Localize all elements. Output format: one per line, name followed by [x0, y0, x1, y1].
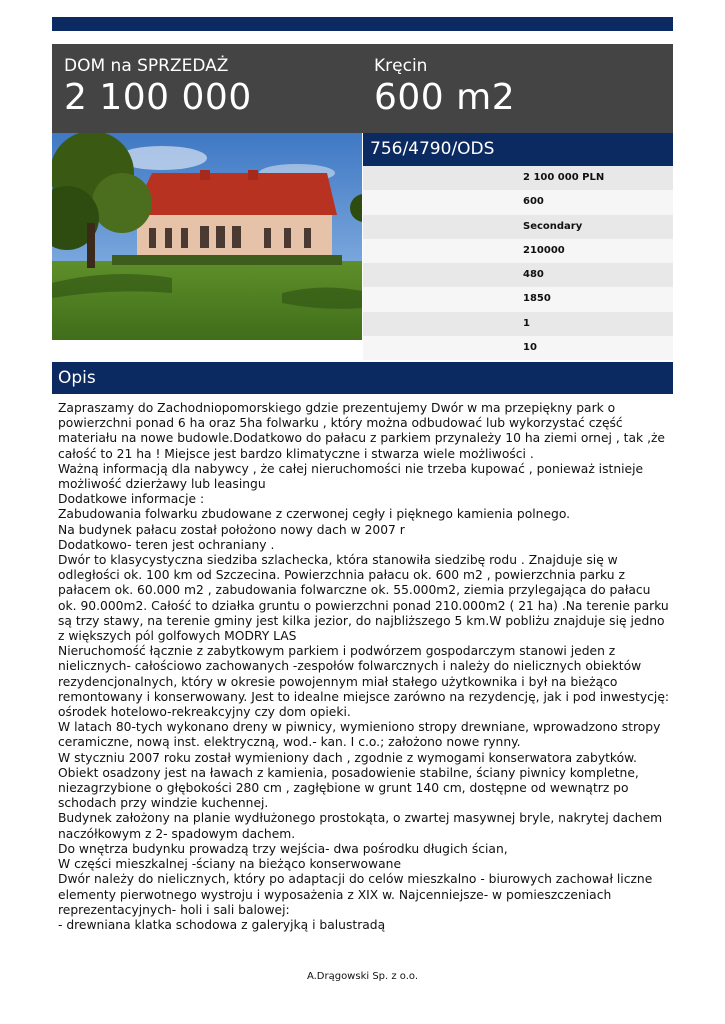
- section-title: Opis: [52, 362, 673, 394]
- reference-number: 756/4790/ODS: [363, 133, 673, 166]
- description-paragraph: Budynek założony na planie wydłużonego prostokąta, o zwartej masywnej bryle, nakrytej dachem naczółkowym z 2- spadowym dachem.: [58, 811, 663, 841]
- spec-year-built: 1850: [363, 287, 673, 311]
- description-paragraph: Dodatkowo- teren jest ochraniany .: [58, 537, 275, 552]
- description-paragraph: Ważną informacją dla nabywcy , że całej nieruchomości nie trzeba kupować , ponieważ istnieje możliwość dzierżawy lub leasingu: [58, 461, 644, 492]
- footer-company: A.Drągowski Sp. z o.o.: [306, 971, 419, 982]
- property-photo: [52, 133, 362, 340]
- manor-house-image: [52, 133, 362, 340]
- description-paragraph: Dodatkowe informacje :: [58, 492, 205, 507]
- spec-price: 2 100 000 PLN: [363, 166, 673, 190]
- listing-location: Kręcin: [374, 56, 428, 76]
- listing-area: 600 m2: [374, 77, 516, 118]
- description-paragraph: Nieruchomość łącznie z zabytkowym parkiem i podwórzem gospodarczym stanowi jeden z nielicznych- całościowo zachowanych -zespołów folwarcznych i należy do nielicznych obiektów rezydencjonalnych, który w okresie powojennym miał stałego użytkownika i był na bieżąco remontowany i konserwowany. Jest to idealne miejsce zarówno na rezydencję, jak i pod inwestycję: ośrodek hotelowo-rekreakcyjny czy dom opieki.: [58, 644, 670, 720]
- description-paragraph: Dwór to klasycystyczna siedziba szlachecka, która stanowiła siedzibę rodu . Znajduje się w odległości ok. 100 km od Szczecina. Powierzchnia pałacu ok. 600 m2 , powierzchnia parku z pałacem ok. 60.000 m2 , zabudowania folwarczne ok. 55.000m2, ziemia przylegająca do pałacu ok. 90.000m2. Całość to działka gruntu o powierzchni ponad 210.000m2 ( 21 ha) .Na terenie parku są trzy stawy, na terenie gminy jest kilka jezior, do najbliższego 5 km.W pobliżu znajduje się jedno z większych pól golfowych MODRY LAS: [58, 553, 669, 644]
- description-paragraph: Na budynek pałacu został położono nowy dach w 2007 r: [58, 522, 405, 537]
- spec-plot-area: 210000: [363, 239, 673, 263]
- description-paragraph: Do wnętrza budynku prowadzą trzy wejścia- dwa pośrodku długich ścian,: [58, 841, 508, 856]
- description: [58, 401, 670, 933]
- spec-value-5: 480: [363, 263, 673, 287]
- header-right: [374, 56, 515, 120]
- spec-rooms: 10: [363, 336, 673, 360]
- specs-table: [363, 166, 673, 360]
- description-paragraph: W styczniu 2007 roku został wymieniony dach , zgodnie z wymogami konserwatora zabytków. Obiekt osadzony jest na ławach z kamienia, posadowienie stabilne, ściany piwnicy kompletne, niezagrzybione o głębokości 280 cm , zagłębione w grunt 140 cm, dostępne od wewnątrz po schodach przy windzie kuchennej.: [58, 750, 639, 811]
- listing-header: [52, 44, 673, 133]
- description-paragraph: Dwór należy do nielicznych, który po adaptacji do celów mieszkalno - biurowych zachował liczne elementy pierwotnego wystroju i wyposażenia z XIX w. Najcenniejsze- w pomieszczeniach reprezentacyjnych- holi i sali balowej:: [58, 872, 653, 917]
- description-paragraph: W latach 80-tych wykonano dreny w piwnicy, wymieniono stropy drewniane, wprowadzono stropy ceramiczne, nową inst. elektryczną, wod.- kan. I c.o.; założono nowe rynny.: [58, 720, 661, 750]
- listing-type: DOM na SPRZEDAŻ: [64, 56, 229, 76]
- description-paragraph: Zapraszamy do Zachodniopomorskiego gdzie prezentujemy Dwór w ma przepiękny park o powierzchni ponad 6 ha oraz 5ha folwarku , który można odbudować lub wykorzystać część materiału na nowe budowle.Dodatkowo do pałacu z parkiem przynależy 10 ha ziemi ornej , tak ,że całość to 21 ha ! Miejsce jest bardzo klimatyczne i stwarza wiele możliwości .: [58, 401, 666, 461]
- spec-value-7: 1: [363, 312, 673, 336]
- header-left: [64, 56, 252, 120]
- top-accent-bar: [52, 17, 673, 31]
- spec-market: Secondary: [363, 215, 673, 239]
- description-paragraph: W części mieszkalnej -ściany na bieżąco konserwowane: [58, 857, 402, 872]
- description-paragraph: - drewniana klatka schodowa z galeryjką i balustradą: [58, 917, 386, 932]
- listing-price: 2 100 000: [64, 77, 252, 118]
- description-paragraph: Zabudowania folwarku zbudowane z czerwonej cegły i pięknego kamienia polnego.: [58, 507, 571, 522]
- spec-area: 600: [363, 190, 673, 214]
